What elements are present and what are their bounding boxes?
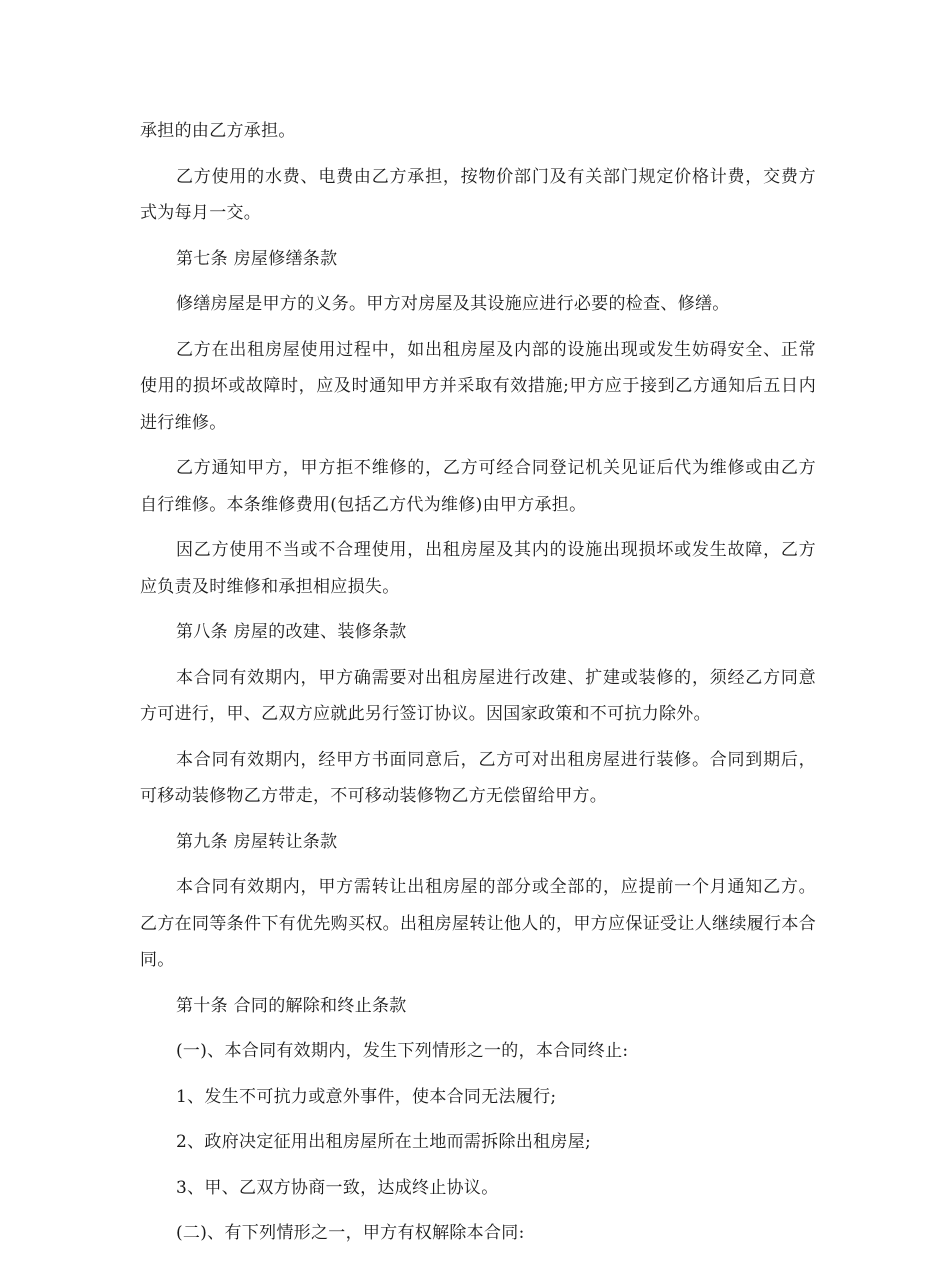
list-item: 1、发生不可抗力或意外事件，使本合同无法履行; [176, 1086, 557, 1107]
section-heading-8: 第八条 房屋的改建、装修条款 [176, 622, 407, 642]
paragraph: 修缮房屋是甲方的义务。甲方对房屋及其设施应进行必要的检查、修缮。 [176, 294, 730, 314]
paragraph: 本合同有效期内，经甲方书面同意后，乙方可对出租房屋进行装修。合同到期后，可移动装修物乙方带走，不可移动装修物乙方无偿留给甲方。 [140, 749, 816, 806]
paragraph: (一)、本合同有效期内，发生下列情形之一的，本合同终止: [176, 1041, 629, 1061]
section-heading-9: 第九条 房屋转让条款 [176, 831, 338, 852]
paragraph: 本合同有效期内，甲方需转让出租房屋的部分或全部的，应提前一个月通知乙方。乙方在同等条件下有优先购买权。出租房屋转让他人的，甲方应保证受让人继续履行本合同。 [140, 877, 816, 970]
list-item: 3、甲、乙双方协商一致，达成终止协议。 [176, 1177, 499, 1198]
document-body [140, 113, 816, 1261]
paragraph: 乙方使用的水费、电费由乙方承担，按物价部门及有关部门规定价格计费，交费方式为每月一交。 [140, 166, 816, 223]
section-heading-7: 第七条 房屋修缮条款 [176, 248, 338, 269]
list-item: 2、政府决定征用出租房屋所在土地而需拆除出租房屋; [176, 1132, 592, 1152]
paragraph: 乙方在出租房屋使用过程中，如出租房屋及内部的设施出现或发生妨碍安全、正常使用的损坏或故障时，应及时通知甲方并采取有效措施;甲方应于接到乙方通知后五日内进行维修。 [140, 339, 816, 433]
section-heading-10: 第十条 合同的解除和终止条款 [176, 995, 407, 1016]
paragraph: (二)、有下列情形之一，甲方有权解除本合同: [176, 1223, 525, 1243]
paragraph: 乙方通知甲方，甲方拒不维修的，乙方可经合同登记机关见证后代为维修或由乙方自行维修。本条维修费用(包括乙方代为维修)由甲方承担。 [140, 458, 816, 515]
paragraph: 本合同有效期内，甲方确需要对出租房屋进行改建、扩建或装修的，须经乙方同意方可进行，甲、乙双方应就此另行签订协议。因国家政策和不可抗力除外。 [140, 667, 816, 724]
paragraph: 因乙方使用不当或不合理使用，出租房屋及其内的设施出现损坏或发生故障，乙方应负责及时维修和承担相应损失。 [140, 540, 816, 597]
paragraph: 承担的由乙方承担。 [140, 121, 296, 141]
